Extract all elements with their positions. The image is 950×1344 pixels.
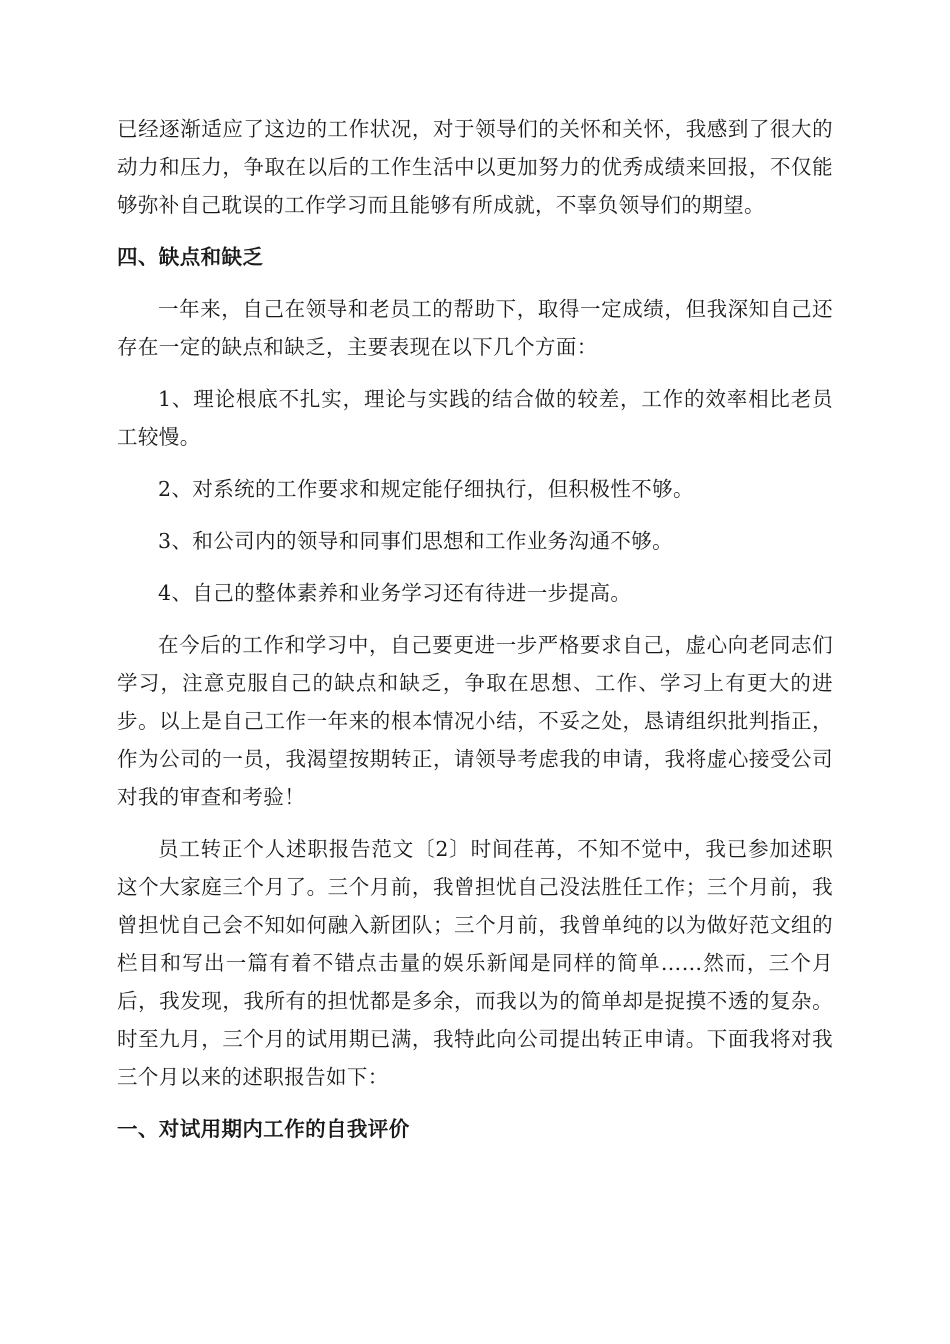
paragraph-continuation: 已经逐渐适应了这边的工作状况，对于领导们的关怀和关怀，我感到了很大的动力和压力，争取在以后的工作生活中以更加努力的优秀成绩来回报，不仅能够弥补自己耽误的工作学习而且能够有所成就，不辜负领导们的期望。 <box>117 117 833 217</box>
paragraph-intro-shortcomings: 一年来，自己在领导和老员工的帮助下，取得一定成绩，但我深知自己还存在一定的缺点和缺乏，主要表现在以下几个方面： <box>117 297 833 359</box>
list-item-1: 1、理论根底不扎实，理论与实践的结合做的较差，工作的效率相比老员工较慢。 <box>117 387 833 449</box>
section-heading-shortcomings: 四、缺点和缺乏 <box>117 245 264 269</box>
paragraph-conclusion: 在今后的工作和学习中，自己要更进一步严格要求自己，虚心向老同志们学习，注意克服自己的缺点和缺乏，争取在思想、工作、学习上有更大的进步。以上是自己工作一年来的根本情况小结，不妥之处，恳请组织批判指正，作为公司的一员，我渴望按期转正，请领导考虑我的申请，我将虚心接受公司对我的审查和考验！ <box>117 633 833 809</box>
list-item-4: 4、自己的整体素养和业务学习还有待进一步提高。 <box>158 581 632 605</box>
paragraph-report-2-intro: 员工转正个人述职报告范文〔2〕时间荏苒，不知不觉中，我已参加述职这个大家庭三个月了。三个月前，我曾担忧自己没法胜任工作；三个月前，我曾担忧自己会不知如何融入新团队；三个月前，我曾单纯的以为做好范文组的栏目和写出一篇有着不错点击量的娱乐新闻是同样的简单……然而，三个月后，我发现，我所有的担忧都是多余，而我以为的简单却是捉摸不透的复杂。时至九月，三个月的试用期已满，我特此向公司提出转正申请。下面我将对我三个月以来的述职报告如下： <box>117 837 833 1089</box>
list-item-3: 3、和公司内的领导和同事们思想和工作业务沟通不够。 <box>158 529 674 553</box>
section-heading-self-evaluation: 一、对试用期内工作的自我评价 <box>117 1117 410 1141</box>
list-item-2: 2、对系统的工作要求和规定能仔细执行，但积极性不够。 <box>158 477 694 501</box>
document-page <box>117 110 833 1162</box>
